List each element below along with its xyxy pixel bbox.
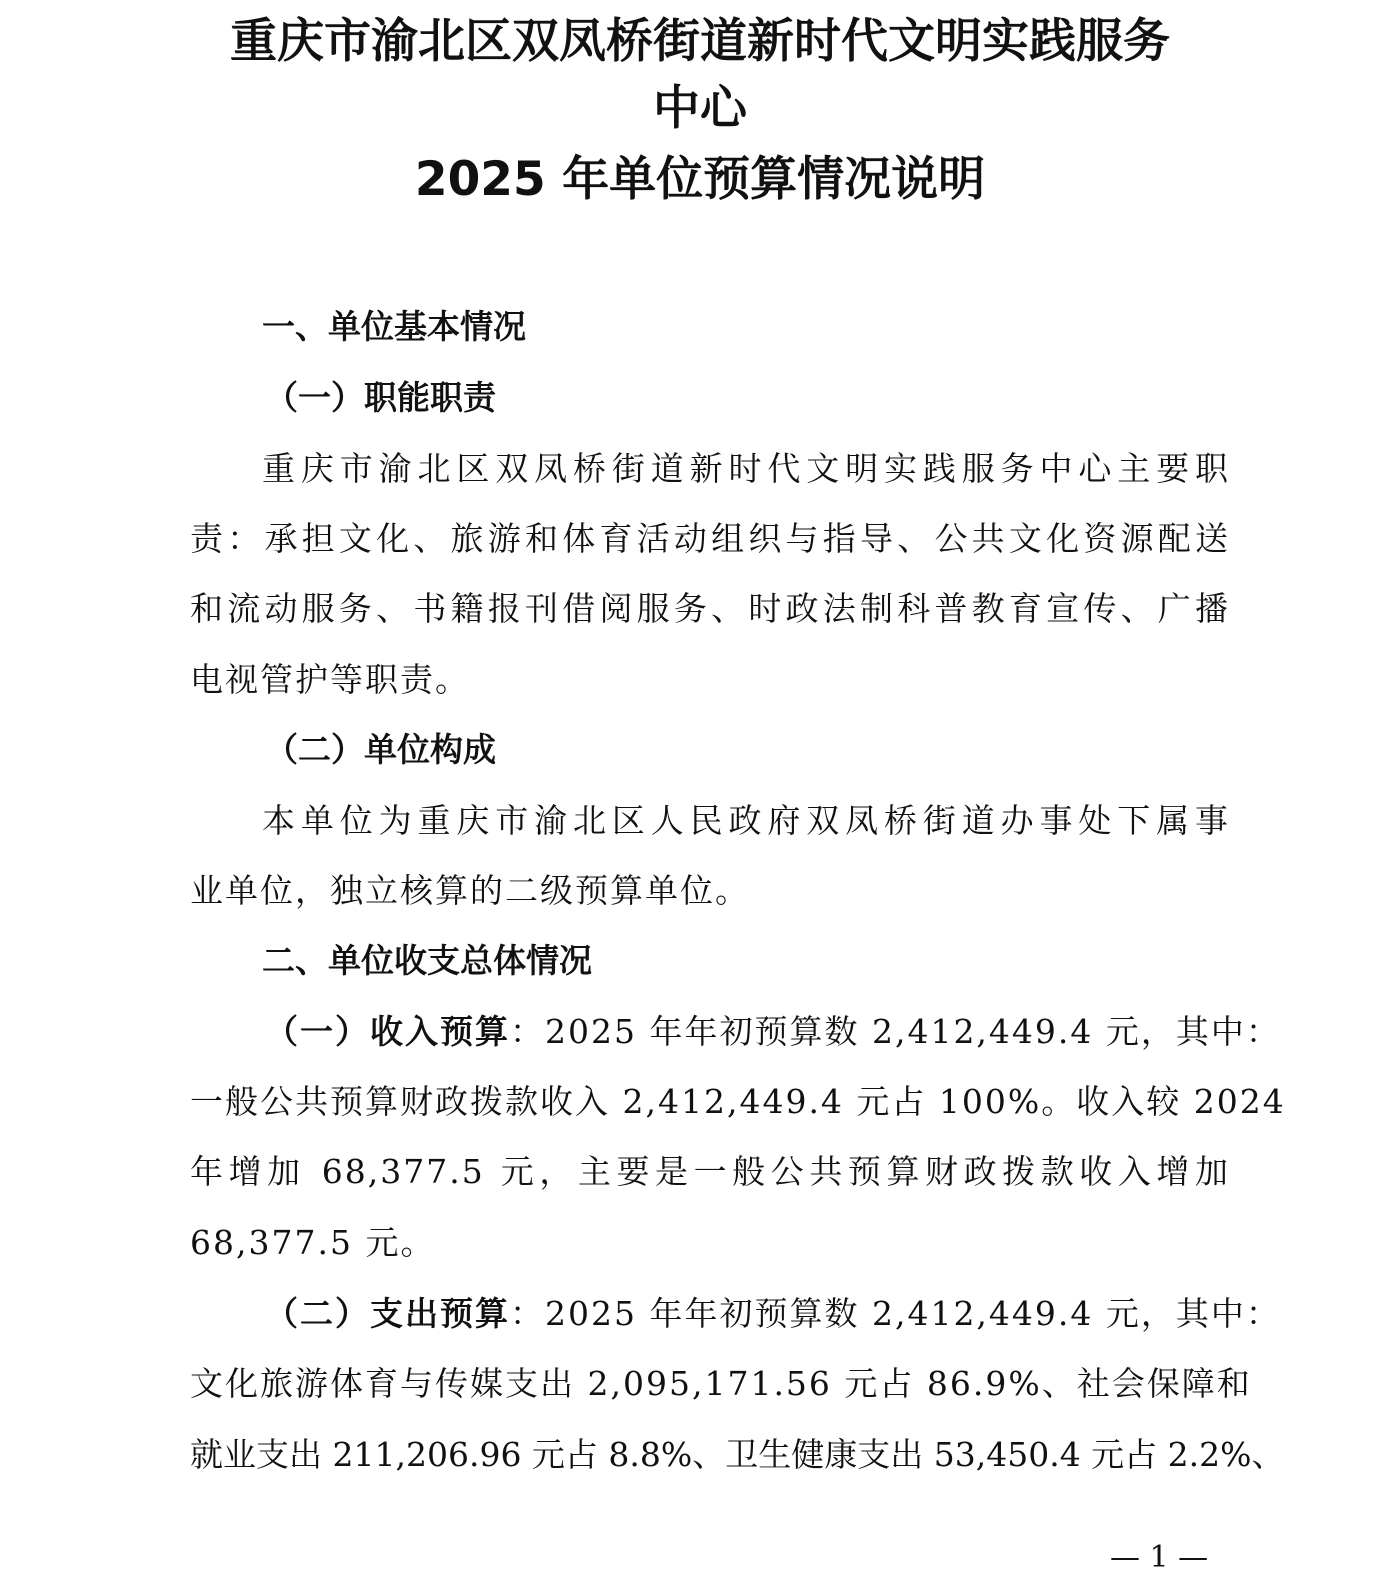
document-title-line-2: 中心 xyxy=(653,81,747,136)
document-title-line-3: 2025 年单位预算情况说明 xyxy=(414,152,986,207)
income-budget-line-1 xyxy=(265,1010,1281,1054)
income-budget-line-1-text: ：2025 年年初预算数 2,412,449.4 元，其中： xyxy=(510,1012,1281,1051)
income-budget-line-4: 68,377.5 元。 xyxy=(190,1223,436,1262)
expense-budget-line-2: 文化旅游体育与传媒支出 2,095,171.56 元占 86.9%、社会保障和 xyxy=(190,1364,1252,1403)
section-1-sub-1-heading: （一）职能职责 xyxy=(265,378,496,417)
section-1-sub-2-heading: （二）单位构成 xyxy=(265,730,496,769)
expense-budget-line-1-text: ：2025 年年初预算数 2,412,449.4 元，其中： xyxy=(510,1294,1281,1333)
income-budget-label: （一）收入预算 xyxy=(265,1012,510,1051)
section-1-sub-1-line-3: 和流动服务、书籍报刊借阅服务、时政法制科普教育宣传、广播 xyxy=(190,589,1230,628)
document-title-line-1: 重庆市渝北区双凤桥街道新时代文明实践服务 xyxy=(230,14,1170,69)
section-1-heading: 一、单位基本情况 xyxy=(262,307,526,346)
section-1-sub-1-line-2: 责：承担文化、旅游和体育活动组织与指导、公共文化资源配送 xyxy=(190,519,1230,558)
section-1-sub-2-line-1: 本单位为重庆市渝北区人民政府双凤桥街道办事处下属事 xyxy=(262,801,1230,840)
income-budget-line-2: 一般公共预算财政拨款收入 2,412,449.4 元占 100%。收入较 2024 xyxy=(190,1082,1286,1121)
expense-budget-label: （二）支出预算 xyxy=(265,1294,510,1333)
page-number: — 1 — xyxy=(1110,1540,1209,1575)
section-1-sub-1-line-4: 电视管护等职责。 xyxy=(190,660,470,699)
section-1-sub-1-line-1: 重庆市渝北区双凤桥街道新时代文明实践服务中心主要职 xyxy=(262,449,1230,488)
section-1-sub-2-line-2: 业单位，独立核算的二级预算单位。 xyxy=(190,871,750,910)
expense-budget-line-3: 就业支出 211,206.96 元占 8.8%、卫生健康支出 53,450.4 元占 2.2%、 xyxy=(190,1435,1285,1474)
section-2-heading: 二、单位收支总体情况 xyxy=(262,941,592,980)
income-budget-line-3: 年增加 68,377.5 元，主要是一般公共预算财政拨款收入增加 xyxy=(190,1152,1230,1191)
expense-budget-line-1 xyxy=(265,1292,1281,1336)
